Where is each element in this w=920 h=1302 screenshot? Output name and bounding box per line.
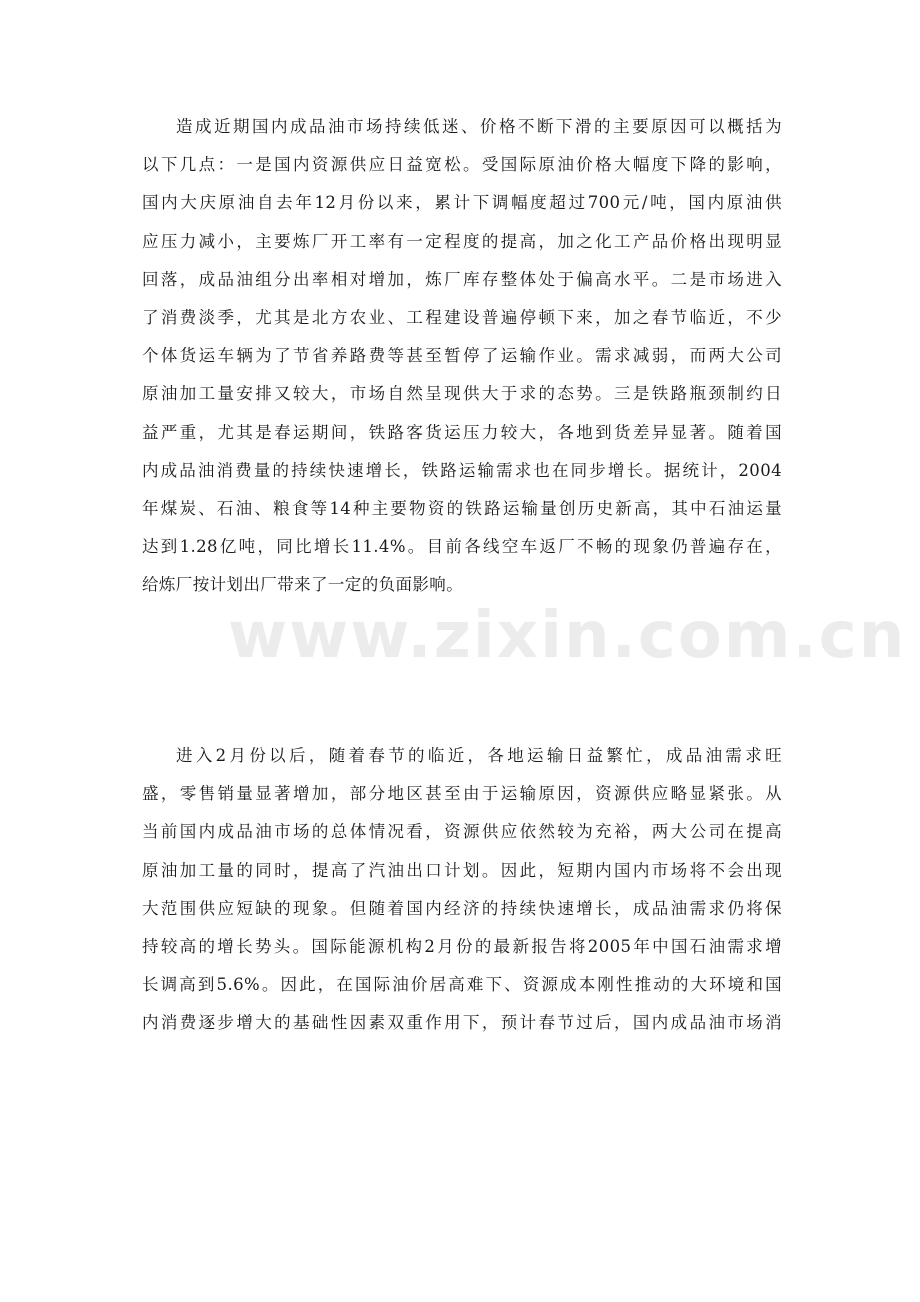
paragraph-line: 原油加工量的同时，提高了汽油出口计划。因此，短期内国内市场将不会出现 (142, 860, 782, 880)
paragraph-line: 大范围供应短缺的现象。但随着国内经济的持续快速增长，成品油需求仍将保 (142, 898, 782, 918)
paragraph-line: 益严重，尤其是春运期间，铁路客货运压力较大，各地到货差异显著。随着国 (142, 422, 782, 442)
paragraph-line: 以下几点：一是国内资源供应日益宽松。受国际原油价格大幅度下降的影响， (142, 155, 782, 175)
paragraph-line: 了消费淡季，尤其是北方农业、工程建设普遍停顿下来，加之春节临近，不少 (142, 307, 782, 327)
paragraph-line: 当前国内成品油市场的总体情况看，资源供应依然较为充裕，两大公司在提高 (142, 822, 782, 842)
paragraph-line: 应压力减小，主要炼厂开工率有一定程度的提高，加之化工产品价格出现明显 (142, 231, 782, 251)
paragraph-1 (142, 108, 782, 604)
paragraph-line: 造成近期国内成品油市场持续低迷、价格不断下滑的主要原因可以概括为 (176, 117, 782, 136)
paragraph-line: 给炼厂按计划出厂带来了一定的负面影响。 (142, 575, 464, 595)
paragraph-line: 内消费逐步增大的基础性因素双重作用下，预计春节过后，国内成品油市场消 (142, 1013, 782, 1033)
paragraph-line: 年煤炭、石油、粮食等14种主要物资的铁路运输量创历史新高，其中石油运量 (142, 498, 782, 518)
paragraph-line: 进入2月份以后，随着春节的临近，各地运输日益繁忙，成品油需求旺 (176, 746, 782, 765)
paragraph-line: 原油加工量安排又较大，市场自然呈现供大于求的态势。三是铁路瓶颈制约日 (142, 384, 782, 404)
paragraph-line: 达到1.28亿吨，同比增长11.4%。目前各线空车返厂不畅的现象仍普遍存在， (142, 537, 782, 557)
paragraph-line: 内成品油消费量的持续快速增长，铁路运输需求也在同步增长。据统计，2004 (142, 460, 782, 480)
paragraph-line: 持较高的增长势头。国际能源机构2月份的最新报告将2005年中国石油需求增 (142, 936, 782, 956)
paragraph-line: 回落，成品油组分出率相对增加，炼厂库存整体处于偏高水平。二是市场进入 (142, 269, 782, 289)
paragraph-line: 个体货运车辆为了节省养路费等甚至暂停了运输作业。需求减弱，而两大公司 (142, 346, 782, 366)
paragraph-2 (142, 737, 782, 1043)
watermark: www.zixin.com.cn (228, 599, 907, 673)
paragraph-line: 长调高到5.6%。因此，在国际油价居高难下、资源成本刚性推动的大环境和国 (142, 975, 782, 995)
paragraph-line: 国内大庆原油自去年12月份以来，累计下调幅度超过700元/吨，国内原油供 (142, 193, 782, 213)
paragraph-line: 盛，零售销量显著增加，部分地区甚至由于运输原因，资源供应略显紧张。从 (142, 784, 782, 804)
